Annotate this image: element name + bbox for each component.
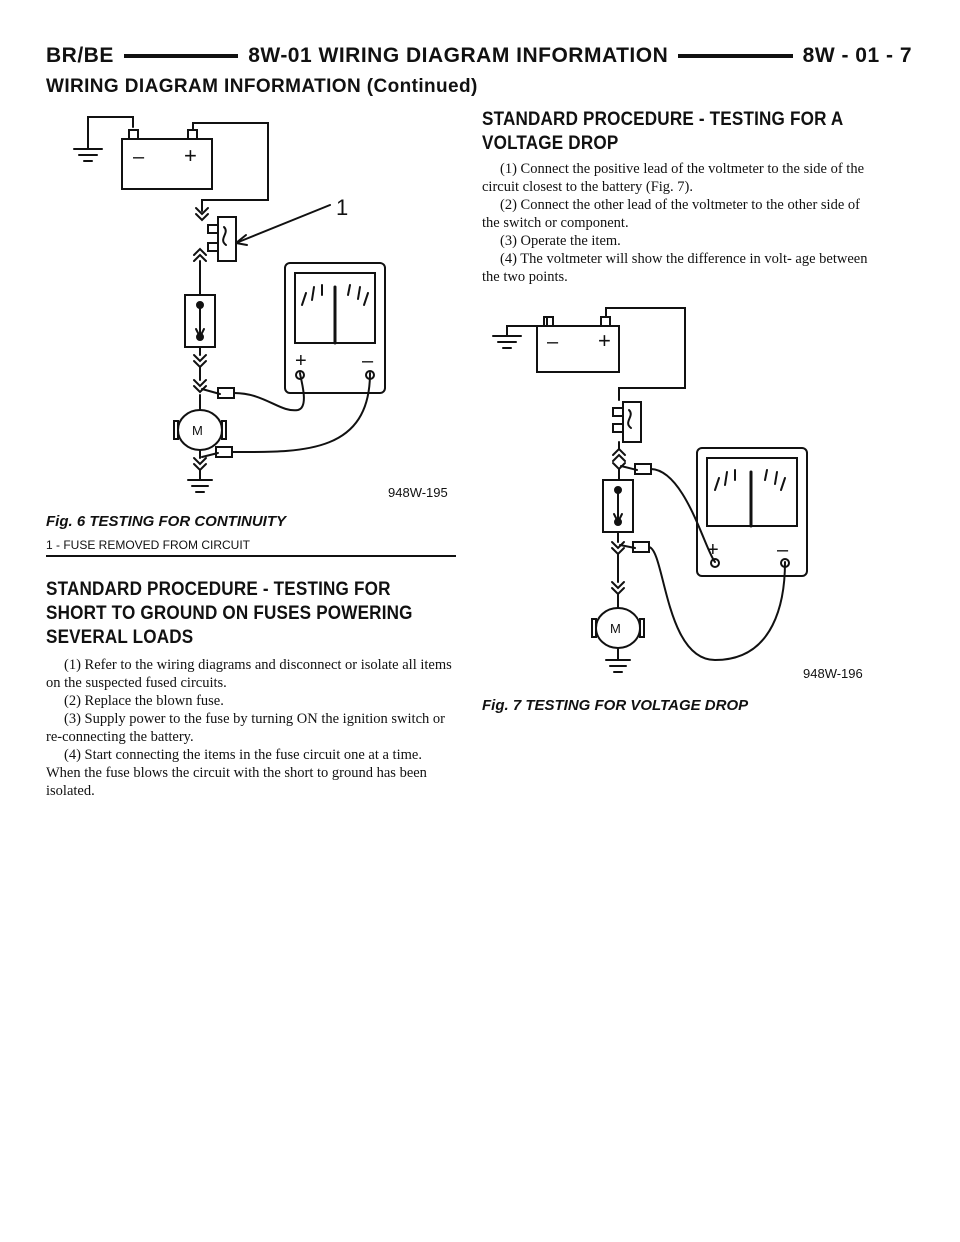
section-voltage-title-line-1: STANDARD PROCEDURE - TESTING FOR A [482, 109, 844, 130]
figure-6-diagram [50, 105, 460, 515]
section-short-title-line-1: STANDARD PROCEDURE - TESTING FOR [46, 579, 391, 600]
header-rule-left [124, 54, 238, 58]
short-step-1: (1) Refer to the wiring diagrams and disconnect or isolate all items on the suspected fused circuits. [46, 657, 452, 691]
voltage-step-4: (4) The voltmeter will show the difference in volt- age between the two points. [482, 251, 868, 285]
fig6-battery-plus: + [184, 143, 197, 168]
fig7-battery-minus: – [547, 331, 559, 353]
figure-7-caption: Fig. 7 TESTING FOR VOLTAGE DROP [482, 697, 749, 714]
fig7-code: 948W-196 [803, 666, 863, 681]
voltage-step-1: (1) Connect the positive lead of the voltmeter to the side of the circuit closest to the battery (Fig. 7). [482, 161, 865, 195]
section-voltage-body [482, 160, 878, 286]
header-right: 8W - 01 - 7 [802, 44, 913, 67]
fig6-motor-label: M [192, 423, 203, 438]
fig6-meter-plus: + [295, 350, 307, 372]
section-short-body [46, 656, 458, 800]
section-voltage-title [482, 108, 905, 156]
fig6-code: 948W-195 [388, 485, 448, 500]
section-short-title-line-3: SEVERAL LOADS [46, 627, 194, 648]
fig7-battery-plus: + [598, 328, 611, 353]
section-subheader: WIRING DIAGRAM INFORMATION (Continued) [46, 76, 478, 97]
section-short-title [46, 578, 469, 650]
short-step-2: (2) Replace the blown fuse. [64, 693, 224, 709]
section-short-title-line-2: SHORT TO GROUND ON FUSES POWERING [46, 603, 413, 624]
header-rule-right [678, 54, 792, 58]
page-header [46, 41, 912, 71]
header-center: 8W-01 WIRING DIAGRAM INFORMATION [248, 44, 669, 67]
short-step-3: (3) Supply power to the fuse by turning ON the ignition switch or re-connecting the battery. [46, 711, 445, 745]
short-step-4: (4) Start connecting the items in the fuse circuit one at a time. When the fuse blows the circuit with the short to ground has been isolated. [46, 747, 427, 799]
section-voltage-title-line-2: VOLTAGE DROP [482, 133, 619, 154]
figure-6-caption: Fig. 6 TESTING FOR CONTINUITY [46, 513, 286, 530]
fig6-callout-number: 1 [336, 195, 349, 220]
fig7-motor-label: M [610, 621, 621, 636]
voltage-step-3: (3) Operate the item. [500, 233, 621, 249]
fig6-battery-minus: – [133, 146, 145, 168]
voltage-step-2: (2) Connect the other lead of the voltmeter to the other side of the switch or component. [482, 197, 860, 231]
figure-6-rule [46, 555, 456, 557]
fig6-meter-minus: – [362, 350, 374, 372]
figure-6-legend: 1 - FUSE REMOVED FROM CIRCUIT [46, 538, 251, 552]
figure-7-diagram [485, 300, 885, 695]
header-left: BR/BE [46, 44, 114, 67]
fig7-meter-minus: – [777, 539, 789, 561]
fig7-meter-plus: + [707, 539, 719, 561]
